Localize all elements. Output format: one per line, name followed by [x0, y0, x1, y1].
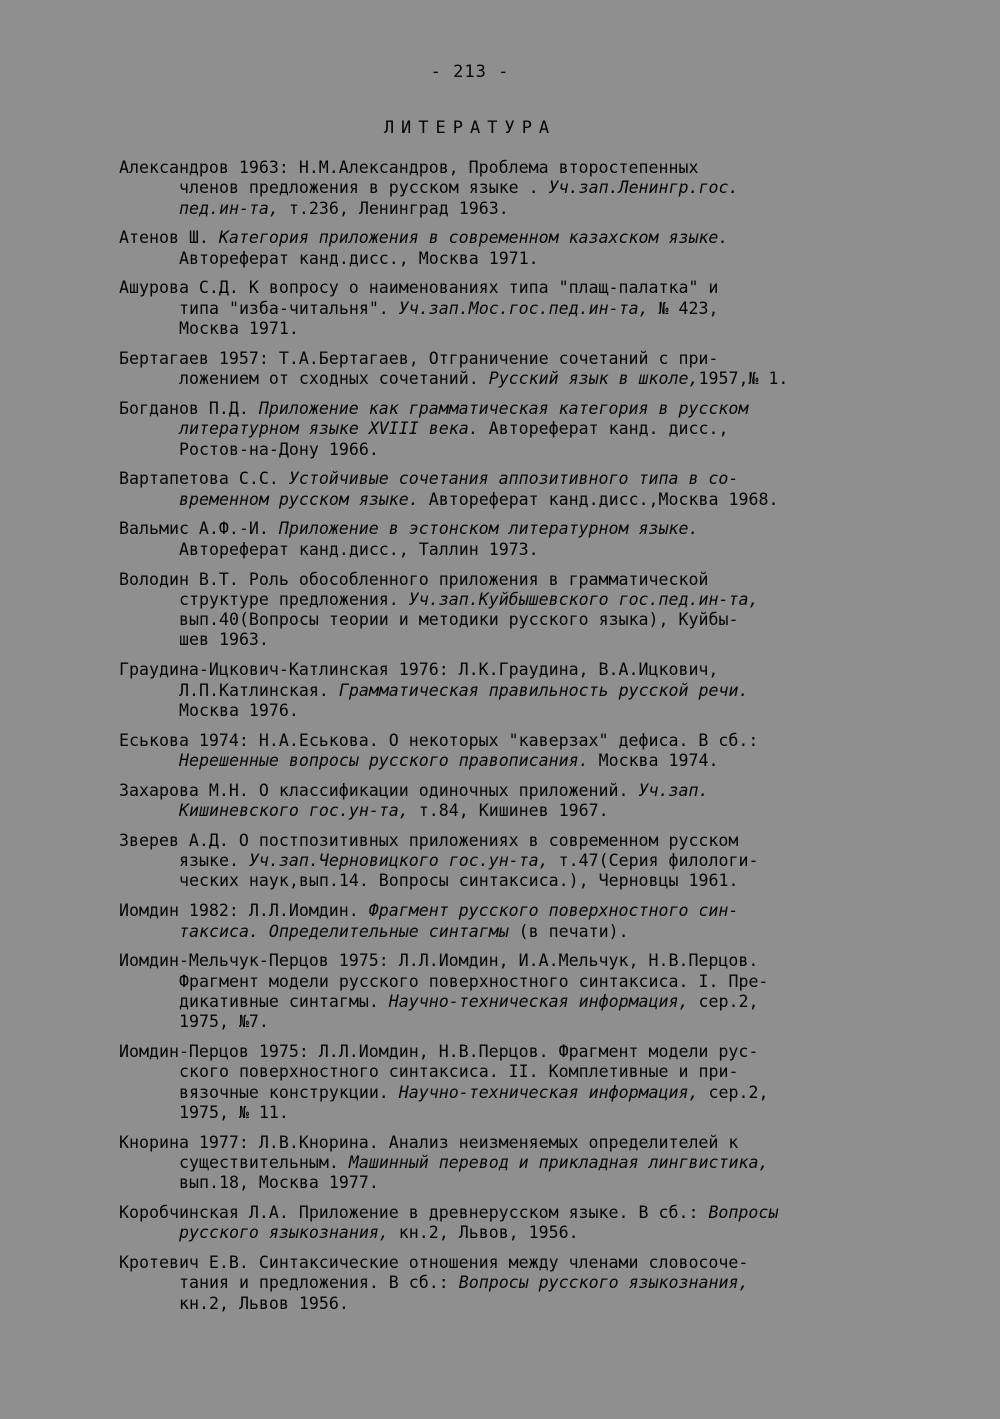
page-number: - 213 -	[430, 62, 510, 82]
reference-italic-text: Уч.зап.Куйбышевского гос.пед.ин-та,	[408, 589, 759, 609]
reference-italic-text: Приложение как грамматическая категория в русском	[258, 398, 749, 418]
reference-entry	[119, 660, 919, 721]
reference-text: Иомдин-Перцов 1975: Л.Л.Иомдин, Н.В.Перцов. Фрагмент модели рус-	[119, 1041, 759, 1061]
reference-line	[119, 951, 919, 971]
reference-text: Л.П.Катлинская.	[179, 680, 339, 700]
reference-text: ского поверхностного синтаксиса. II. Комплетивные и при-	[179, 1062, 739, 1082]
reference-line	[179, 1103, 919, 1123]
reference-italic-text: Уч.зап.Мос.гос.пед.ин-та,	[398, 298, 649, 318]
reference-line	[179, 1273, 919, 1293]
reference-line	[179, 701, 919, 721]
reference-text: Москва 1974.	[588, 750, 719, 770]
reference-line	[179, 610, 919, 630]
reference-italic-text: Категория приложения в современном казахском языке.	[218, 228, 729, 248]
reference-text: Богданов П.Д.	[119, 398, 259, 418]
reference-text: Вальмис А.Ф.-И.	[119, 519, 279, 539]
reference-italic-text: Уч.зап.Ленингр.гос.	[548, 178, 739, 198]
reference-text: структуре предложения.	[179, 589, 409, 609]
reference-text: дикативные синтагмы.	[179, 991, 389, 1011]
reference-entry	[119, 570, 919, 651]
reference-italic-text: Вопросы русского языкознания,	[458, 1273, 749, 1293]
reference-text: Автореферат канд.дисс., Москва 1971.	[179, 248, 539, 268]
reference-text: № 423,	[648, 298, 719, 318]
reference-italic-text: русского языкознания,	[179, 1223, 389, 1243]
reference-line	[119, 730, 919, 751]
reference-line	[119, 469, 919, 489]
reference-line	[179, 178, 919, 198]
reference-line	[179, 1294, 919, 1314]
reference-text: Иомдин 1982: Л.Л.Иомдин.	[119, 901, 369, 921]
reference-text: существительным.	[179, 1152, 349, 1172]
reference-line	[179, 249, 919, 269]
reference-text: Захарова М.Н. О классификации одиночных приложений.	[119, 780, 639, 800]
reference-text: Еськова 1974: Н.А.Еськова. О некоторых "каверзах" дефиса. В сб.:	[119, 730, 759, 750]
reference-line	[179, 801, 919, 821]
reference-italic-text: Кишиневского гос.ун-та,	[179, 801, 409, 821]
reference-line	[179, 681, 919, 701]
reference-text: Кнорина 1977: Л.В.Кнорина. Анализ неизменяемых определителей к	[119, 1132, 739, 1152]
reference-text: Автореферат канд. дисс.,	[478, 419, 729, 439]
reference-line	[179, 1083, 919, 1103]
reference-line	[179, 299, 919, 319]
reference-line	[119, 278, 919, 298]
reference-text: сер.2,	[688, 991, 759, 1011]
reference-line	[179, 992, 919, 1012]
reference-italic-text: Устойчивые сочетания аппозитивного типа в со-	[288, 469, 739, 489]
reference-text: Ашурова С.Д. К вопросу о наименованиях типа "плащ-палатка" и	[119, 278, 719, 298]
reference-entry	[119, 469, 919, 510]
reference-line	[119, 830, 919, 851]
reference-italic-text: Фрагмент русского поверхностного син-	[368, 901, 739, 921]
reference-text: 1975, № 11.	[179, 1102, 289, 1122]
reference-text: Граудина-Ицкович-Катлинская 1976: Л.К.Граудина, В.А.Ицкович,	[119, 660, 719, 680]
reference-entry	[119, 781, 919, 822]
reference-entry	[119, 731, 919, 772]
reference-text: 1975, №7.	[179, 1012, 269, 1032]
reference-text: т.84, Кишинев 1967.	[408, 801, 609, 821]
reference-italic-text: Машинный перевод и прикладная лингвистика,	[348, 1152, 769, 1172]
reference-line	[119, 348, 919, 369]
reference-entry	[119, 349, 919, 390]
reference-line	[179, 1223, 919, 1243]
reference-italic-text: Приложение в эстонском литературном языке.	[278, 519, 699, 539]
reference-italic-text: Нерешенные вопросы русского правописания.	[179, 750, 589, 770]
reference-entry	[119, 1203, 919, 1244]
reference-line	[119, 1041, 919, 1062]
reference-text: Москва 1971.	[179, 319, 299, 339]
reference-entry	[119, 399, 919, 460]
reference-text: ложением от сходных сочетаний.	[179, 369, 489, 389]
reference-italic-text: временном русском языке.	[179, 489, 419, 509]
reference-text: шев 1963.	[179, 630, 269, 650]
reference-text: Ростов-на-Дону 1966.	[179, 439, 379, 459]
reference-italic-text: Вопросы	[708, 1203, 779, 1223]
reference-line	[179, 1012, 919, 1032]
reference-line	[179, 369, 919, 389]
reference-line	[119, 901, 919, 921]
reference-text: языке.	[179, 851, 249, 871]
reference-line	[119, 569, 919, 590]
reference-text: Володин В.Т. Роль обособленного приложения в грамматической	[119, 569, 709, 589]
reference-italic-text: Русский язык в школе,	[488, 369, 699, 389]
reference-line	[179, 199, 919, 219]
reference-text: кн.2, Львов 1956.	[179, 1293, 349, 1313]
reference-line	[179, 490, 919, 510]
reference-text: т.47(Серия филологи-	[548, 851, 759, 871]
reference-text: Иомдин-Мельчук-Перцов 1975: Л.Л.Иомдин, И.А.Мельчук, Н.В.Перцов.	[119, 951, 759, 971]
reference-text: 1957,№ 1.	[698, 369, 789, 389]
reference-italic-text: Уч.зап.	[638, 780, 709, 800]
reference-line	[119, 228, 919, 248]
reference-text: кн.2, Львов, 1956.	[388, 1223, 579, 1243]
reference-text: Бертагаев 1957: Т.А.Бертагаев, Отграничение сочетаний с при-	[119, 348, 719, 368]
reference-line	[179, 851, 919, 871]
reference-text: Автореферат канд.дисс., Таллин 1973.	[179, 539, 539, 559]
reference-text: Москва 1976.	[179, 700, 299, 720]
reference-text: Вартапетова С.С.	[119, 469, 289, 489]
reference-text: тания и предложения. В сб.:	[179, 1273, 459, 1293]
reference-entry	[119, 1253, 919, 1314]
reference-text: Коробчинская Л.А. Приложение в древнерусском языке. В сб.:	[119, 1203, 709, 1223]
reference-entry	[119, 831, 919, 892]
reference-text: сер.2,	[698, 1082, 769, 1102]
reference-line	[179, 419, 919, 439]
page-title: ЛИТЕРАТУРА	[383, 118, 557, 138]
reference-entry	[119, 158, 919, 219]
reference-text: членов предложения в русском языке .	[179, 178, 549, 198]
reference-text: вып.40(Вопросы теории и методики русского языка), Куйбы-	[179, 610, 739, 630]
reference-text: типа "изба-читальня".	[179, 298, 399, 318]
reference-text: ческих наук,вып.14. Вопросы синтаксиса.), Черновцы 1961.	[179, 871, 739, 891]
reference-line	[119, 1203, 919, 1223]
reference-italic-text: Грамматическая правильность русской речи.	[338, 680, 749, 700]
reference-line	[119, 1132, 919, 1153]
reference-line	[179, 540, 919, 560]
reference-entry	[119, 901, 919, 942]
reference-line	[119, 519, 919, 539]
reference-text: Александров 1963: Н.М.Александров, Проблема второстепенных	[119, 158, 699, 177]
reference-line	[119, 1253, 919, 1273]
reference-text: т.236, Ленинград 1963.	[278, 198, 509, 218]
reference-text: Автореферат канд.дисс.,Москва 1968.	[418, 489, 779, 509]
reference-line	[179, 751, 919, 771]
reference-line	[179, 1173, 919, 1193]
reference-text: Кротевич Е.В. Синтаксические отношения между членами словосоче-	[119, 1253, 749, 1273]
reference-entry	[119, 1133, 919, 1194]
reference-line	[179, 1062, 919, 1082]
reference-entry	[119, 951, 919, 1032]
reference-entry	[119, 278, 919, 339]
reference-text: Зверев А.Д. О постпозитивных приложениях в современном русском	[119, 830, 739, 850]
reference-list	[119, 158, 919, 1324]
reference-entry	[119, 228, 919, 269]
reference-line	[179, 972, 919, 992]
reference-italic-text: Уч.зап.Черновицкого гос.ун-та,	[248, 851, 549, 871]
reference-italic-text: таксиса. Определительные синтагмы	[179, 921, 509, 941]
reference-line	[179, 922, 919, 942]
reference-line	[179, 1153, 919, 1173]
reference-line	[119, 780, 919, 801]
reference-entry	[119, 519, 919, 560]
reference-italic-text: пед.ин-та,	[179, 198, 279, 218]
reference-entry	[119, 1042, 919, 1123]
reference-line	[119, 158, 919, 178]
reference-italic-text: Научно-техническая информация,	[388, 991, 689, 1011]
reference-text: вязочные конструкции.	[179, 1082, 399, 1102]
reference-italic-text: литературном языке XVIII века.	[179, 419, 479, 439]
reference-line	[119, 660, 919, 680]
reference-text: Атенов Ш.	[119, 228, 219, 248]
reference-line	[179, 871, 919, 891]
reference-text: (в печати).	[508, 921, 629, 941]
reference-text: вып.18, Москва 1977.	[179, 1173, 379, 1193]
reference-line	[179, 319, 919, 339]
reference-text: Фрагмент модели русского поверхностного синтаксиса. I. Пре-	[179, 971, 769, 991]
reference-line	[179, 590, 919, 610]
reference-italic-text: Научно-техническая информация,	[398, 1082, 699, 1102]
reference-line	[119, 398, 919, 419]
reference-line	[179, 440, 919, 460]
reference-line	[179, 630, 919, 650]
